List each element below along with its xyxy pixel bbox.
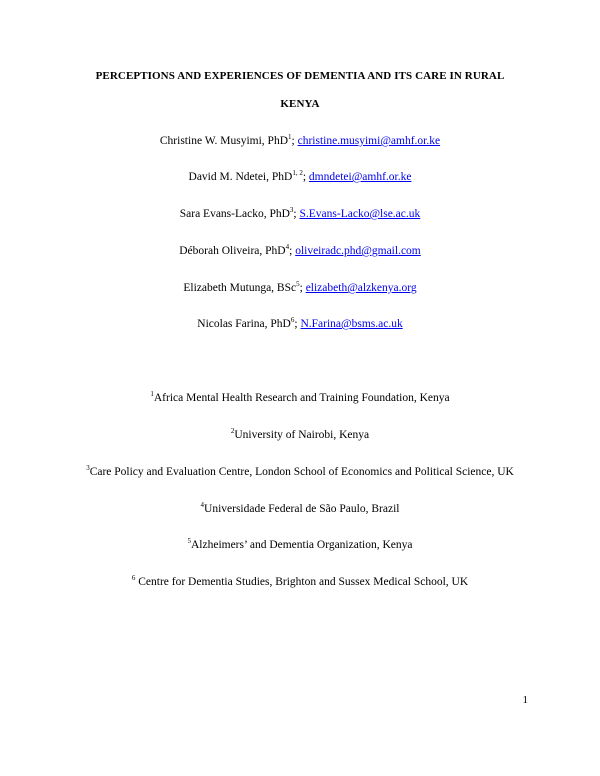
affiliation-text: Universidade Federal de São Paulo, Brazil bbox=[204, 503, 400, 515]
affiliation-sup: 3 bbox=[86, 464, 90, 473]
author-line: David M. Ndetei, PhD$^{1, 2}$; dmndetei@amhf.or.ke bbox=[188, 169, 412, 183]
author-email-link[interactable]: N.Farina@bsms.ac.uk bbox=[300, 318, 403, 330]
affiliation-sup: 2 bbox=[230, 427, 235, 436]
author-email-link[interactable]: elizabeth@alzkenya.org bbox=[305, 282, 417, 294]
author-line: Christine W. Musyimi, PhD$^1$; christine.musyimi@amhf.or.ke bbox=[159, 133, 441, 147]
affiliation-sup: 5 bbox=[187, 537, 191, 546]
author-affiliation-sup: 5 bbox=[296, 280, 300, 289]
author-affiliation-sup: 6 bbox=[290, 316, 295, 325]
author-name: David M. Ndetei, PhD bbox=[188, 171, 293, 183]
affiliation-sup: 4 bbox=[200, 501, 205, 510]
affiliation-text: Alzheimers’ and Dementia Organization, Kenya bbox=[190, 539, 413, 551]
paper-title-line-1: PERCEPTIONS AND EXPERIENCES OF DEMENTIA AND ITS CARE IN RURAL bbox=[95, 70, 505, 82]
author-email-link[interactable]: S.Evans-Lacko@lse.ac.uk bbox=[299, 208, 421, 220]
author-name: Elizabeth Mutunga, BSc bbox=[183, 282, 297, 294]
affiliation-text: Centre for Dementia Studies, Brighton and Sussex Medical School, UK bbox=[135, 576, 469, 588]
page-number: 1 bbox=[522, 694, 528, 706]
affiliation-sup: 1 bbox=[150, 390, 154, 399]
author-line: Nicolas Farina, PhD$^6$; N.Farina@bsms.ac.uk bbox=[197, 316, 403, 330]
author-name: Déborah Oliveira, PhD bbox=[179, 245, 286, 257]
author-name: Sara Evans-Lacko, PhD bbox=[179, 208, 290, 220]
paper-title-line-2: KENYA bbox=[280, 98, 320, 110]
affiliation-text: Care Policy and Evaluation Centre, London School of Economics and Political Science, UK bbox=[89, 466, 514, 478]
author-email-link[interactable]: oliveiradc.phd@gmail.com bbox=[295, 245, 421, 257]
author-affiliation-sup: 1 bbox=[288, 133, 292, 142]
author-email-link[interactable]: dmndetei@amhf.or.ke bbox=[308, 171, 412, 183]
affiliation-line bbox=[0, 576, 600, 588]
affiliation-text: University of Nairobi, Kenya bbox=[234, 429, 370, 441]
author-affiliation-sup: 1, 2 bbox=[292, 169, 303, 178]
author-name: Christine W. Musyimi, PhD bbox=[159, 135, 289, 147]
affiliation-line bbox=[0, 466, 600, 478]
author-line: Déborah Oliveira, PhD$^4$; oliveiradc.phd@gmail.com bbox=[179, 243, 421, 257]
author-line: Elizabeth Mutunga, BSc$^5$; elizabeth@alzkenya.org bbox=[183, 280, 417, 294]
author-name: Nicolas Farina, PhD bbox=[197, 318, 291, 330]
author-line: Sara Evans-Lacko, PhD$^3$; S.Evans-Lacko@lse.ac.uk bbox=[179, 206, 421, 220]
affiliation-line bbox=[0, 429, 600, 441]
author-affiliation-sup: 3 bbox=[289, 206, 294, 215]
author-affiliation-sup: 4 bbox=[285, 243, 290, 252]
affiliation-line bbox=[0, 503, 600, 515]
author-email-link[interactable]: christine.musyimi@amhf.or.ke bbox=[297, 135, 441, 147]
affiliation-line bbox=[0, 539, 600, 551]
affiliation-sup: 6 bbox=[131, 574, 136, 583]
affiliation-line bbox=[0, 392, 600, 404]
affiliation-text: Africa Mental Health Research and Training Foundation, Kenya bbox=[153, 392, 450, 404]
